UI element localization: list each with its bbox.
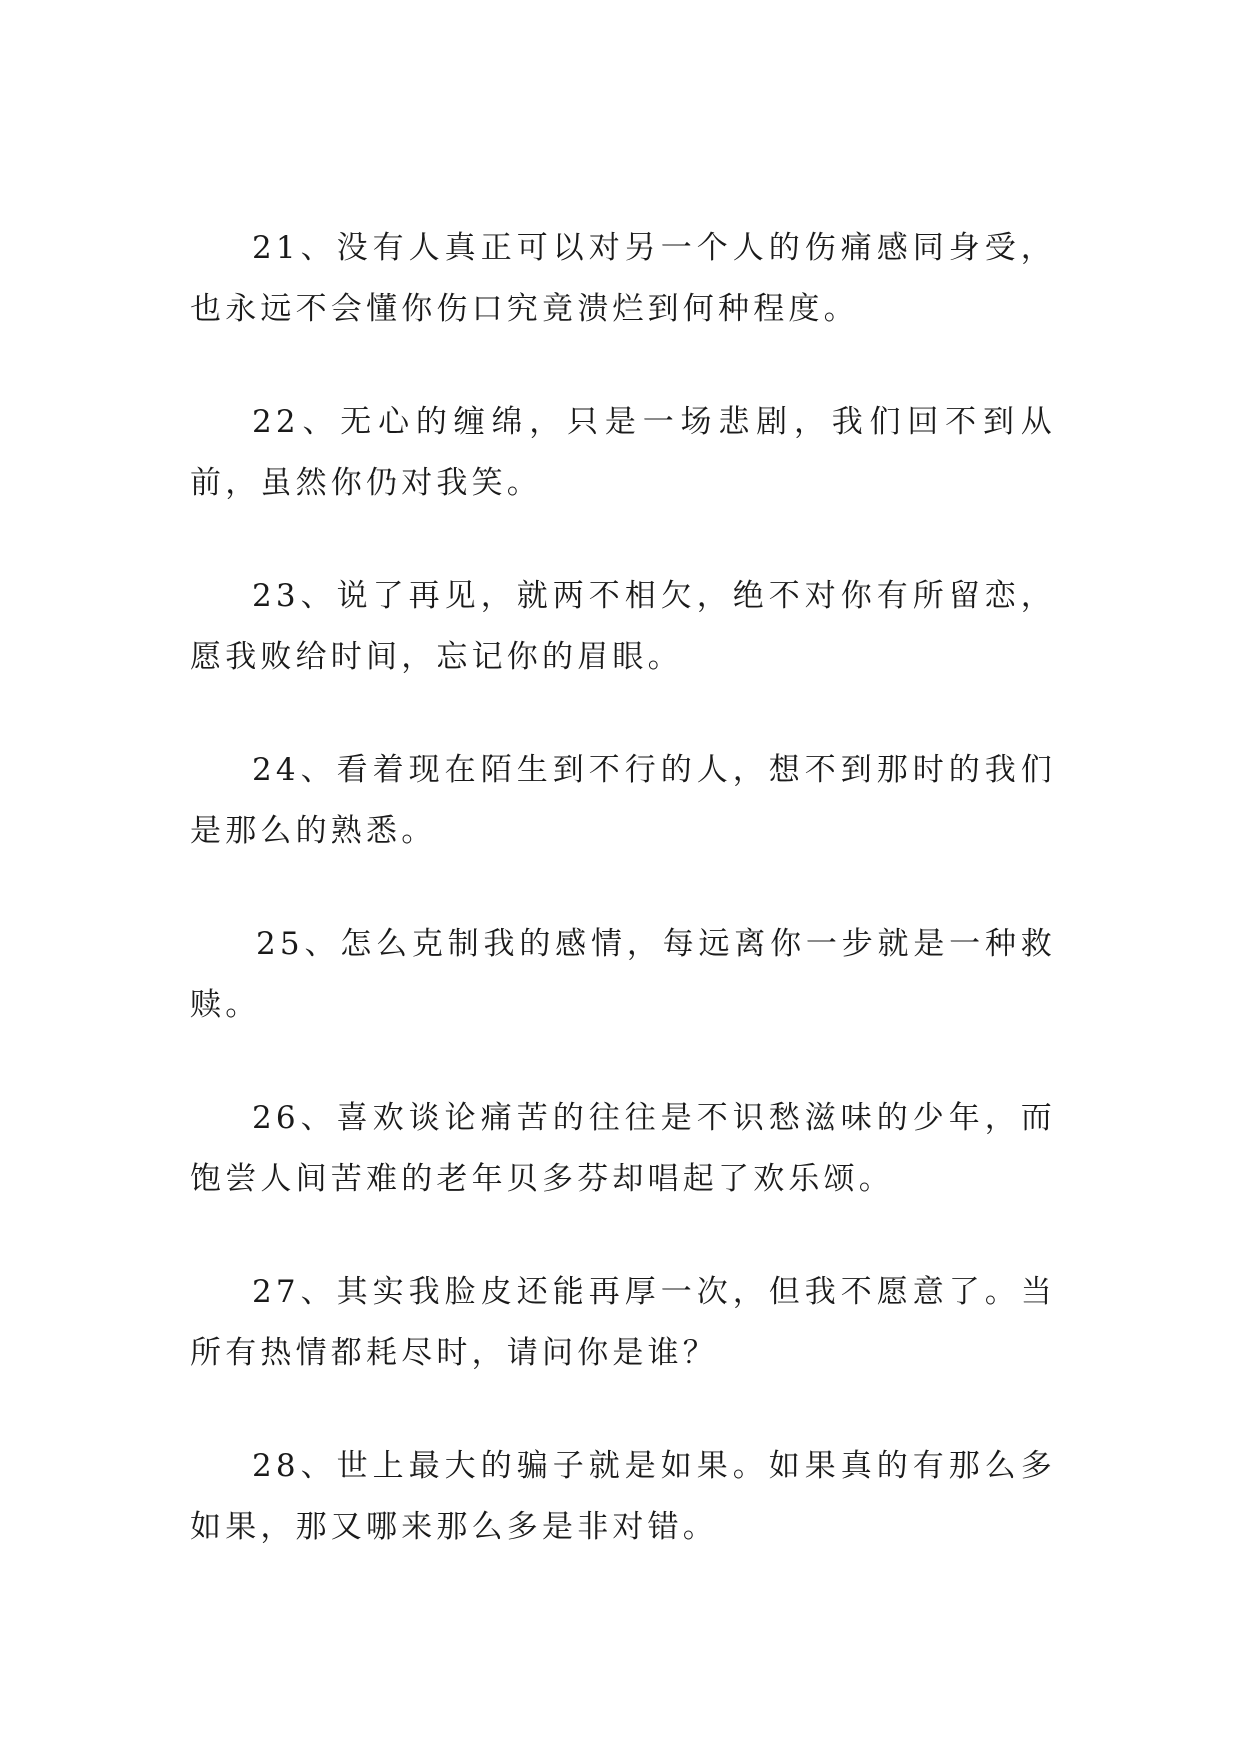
paragraph-26: 26、喜欢谈论痛苦的往往是不识愁滋味的少年，而饱尝人间苦难的老年贝多芬却唱起了欢乐颂。 bbox=[190, 1100, 1056, 1197]
paragraph-23: 23、说了再见，就两不相欠，绝不对你有所留恋，愿我败给时间，忘记你的眉眼。 bbox=[190, 578, 1056, 675]
paragraph-22: 22、无心的缠绵，只是一场悲剧，我们回不到从前，虽然你仍对我笑。 bbox=[190, 404, 1056, 501]
paragraph-21: 21、没有人真正可以对另一个人的伤痛感同身受，也永远不会懂你伤口究竟溃烂到何种程度。 bbox=[190, 230, 1056, 327]
paragraph-25: 25、怎么克制我的感情，每远离你一步就是一种救赎。 bbox=[190, 926, 1056, 1023]
paragraph-27: 27、其实我脸皮还能再厚一次，但我不愿意了。当所有热情都耗尽时，请问你是谁？ bbox=[190, 1274, 1056, 1371]
paragraph-24: 24、看着现在陌生到不行的人，想不到那时的我们是那么的熟悉。 bbox=[190, 752, 1056, 849]
document-body bbox=[190, 218, 1056, 1610]
paragraph-28: 28、世上最大的骗子就是如果。如果真的有那么多如果，那又哪来那么多是非对错。 bbox=[190, 1448, 1056, 1545]
